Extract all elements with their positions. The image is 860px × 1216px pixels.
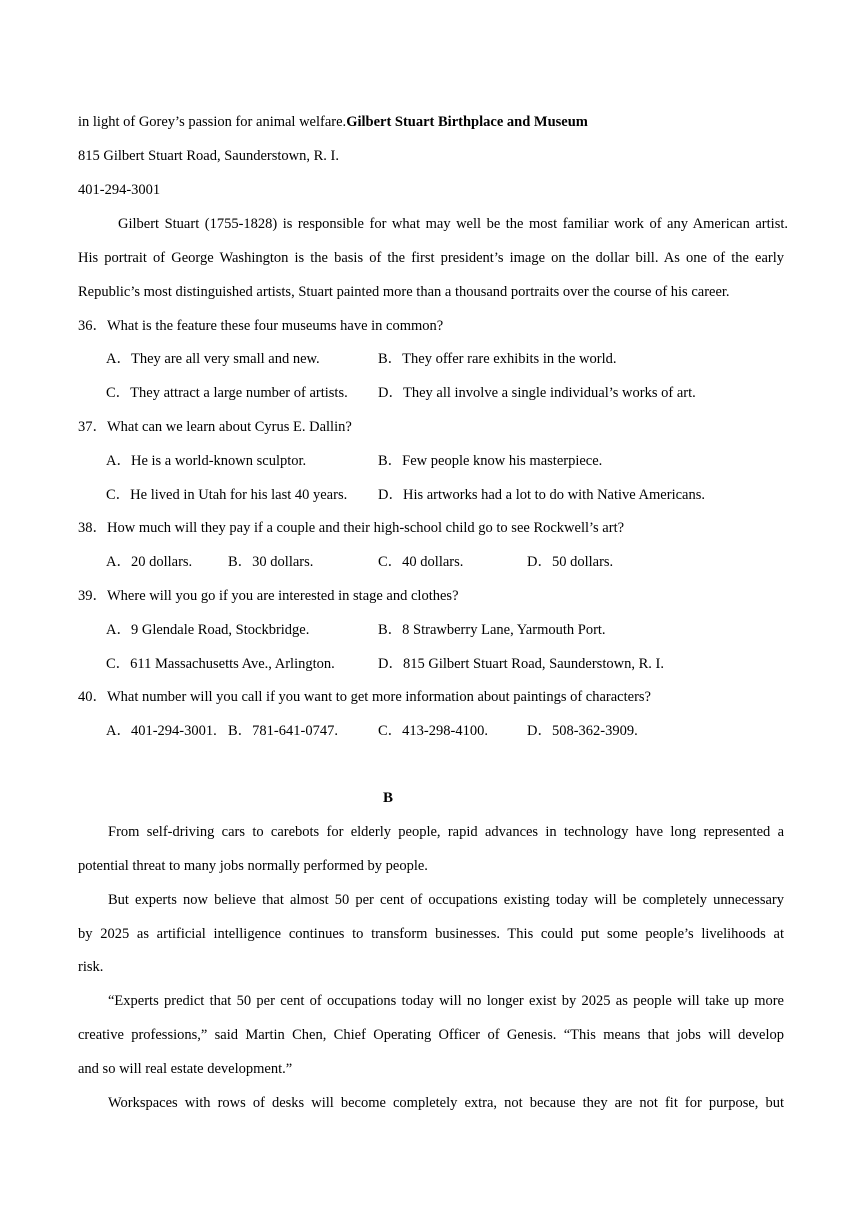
question-38: 38．How much will they pay if a couple and their high-school child go to see Rockwell’s art? — [78, 520, 625, 536]
q39-option-b: B．8 Strawberry Lane, Yarmouth Port. — [378, 622, 606, 638]
q38-option-c: C．40 dollars. — [378, 554, 464, 570]
q39-option-a: A．9 Glendale Road, Stockbridge. — [106, 622, 310, 638]
section-b-line-1: From self-driving cars to carebots for elderly people, rapid advances in technology have long represented a — [108, 824, 784, 840]
museum-title: Gilbert Stuart Birthplace and Museum — [346, 114, 588, 130]
q40-option-b: B．781-641-0747. — [228, 723, 338, 739]
section-b-heading: B — [382, 790, 393, 806]
q40-option-a: A．401-294-3001. — [106, 723, 217, 739]
q40-option-d: D．508-362-3909. — [527, 723, 638, 739]
section-b-line-4: by 2025 as artificial intelligence continues to transform businesses. This could put some people’s livelihoods at — [78, 926, 784, 942]
q36-option-c: C．They attract a large number of artists. — [106, 385, 348, 401]
section-b-line-7: creative professions,” said Martin Chen, Chief Operating Officer of Genesis. “This means that jobs will develop — [78, 1027, 784, 1043]
museum-description-line-1: Gilbert Stuart (1755-1828) is responsible for what may well be the most familiar work of any American artist. — [118, 216, 788, 232]
q40-option-c: C．413-298-4100. — [378, 723, 488, 739]
section-b-line-5: risk. — [78, 959, 104, 975]
q39-option-d: D．815 Gilbert Stuart Road, Saunderstown, R. I. — [378, 656, 664, 672]
section-b-line-2: potential threat to many jobs normally performed by people. — [78, 858, 428, 874]
intro-line — [78, 112, 588, 132]
q36-option-a: A．They are all very small and new. — [106, 351, 320, 367]
q38-option-a: A．20 dollars. — [106, 554, 193, 570]
q39-option-c: C．611 Massachusetts Ave., Arlington. — [106, 656, 335, 672]
question-40: 40．What number will you call if you want to get more information about paintings of characters? — [78, 689, 651, 705]
museum-phone: 401-294-3001 — [78, 182, 161, 198]
q38-option-d: D．50 dollars. — [527, 554, 614, 570]
intro-tail: in light of Gorey’s passion for animal welfare. — [78, 114, 347, 130]
q37-option-b: B．Few people know his masterpiece. — [378, 453, 603, 469]
q37-option-d: D．His artworks had a lot to do with Native Americans. — [378, 487, 705, 503]
museum-address: 815 Gilbert Stuart Road, Saunderstown, R. I. — [78, 148, 339, 164]
museum-description-line-2: His portrait of George Washington is the basis of the first president’s image on the dollar bill. As one of the early — [78, 250, 784, 266]
museum-description-line-3: Republic’s most distinguished artists, Stuart painted more than a thousand portraits over the course of his career. — [78, 284, 730, 300]
section-b-line-8: and so will real estate development.” — [78, 1061, 293, 1077]
q36-option-d: D．They all involve a single individual’s works of art. — [378, 385, 696, 401]
q37-option-a: A．He is a world-known sculptor. — [106, 453, 307, 469]
section-b-line-6: “Experts predict that 50 per cent of occupations today will no longer exist by 2025 as people will take up more — [108, 993, 784, 1009]
section-b-line-3: But experts now believe that almost 50 per cent of occupations existing today will be completely unnecessary — [108, 892, 784, 908]
q36-option-b: B．They offer rare exhibits in the world. — [378, 351, 617, 367]
question-39: 39．Where will you go if you are interested in stage and clothes? — [78, 588, 459, 604]
section-b-line-9: Workspaces with rows of desks will become completely extra, not because they are not fit for purpose, but — [108, 1095, 784, 1111]
q38-option-b: B．30 dollars. — [228, 554, 314, 570]
q37-option-c: C．He lived in Utah for his last 40 years. — [106, 487, 348, 503]
question-37: 37．What can we learn about Cyrus E. Dallin? — [78, 419, 352, 435]
question-36: 36．What is the feature these four museums have in common? — [78, 318, 444, 334]
